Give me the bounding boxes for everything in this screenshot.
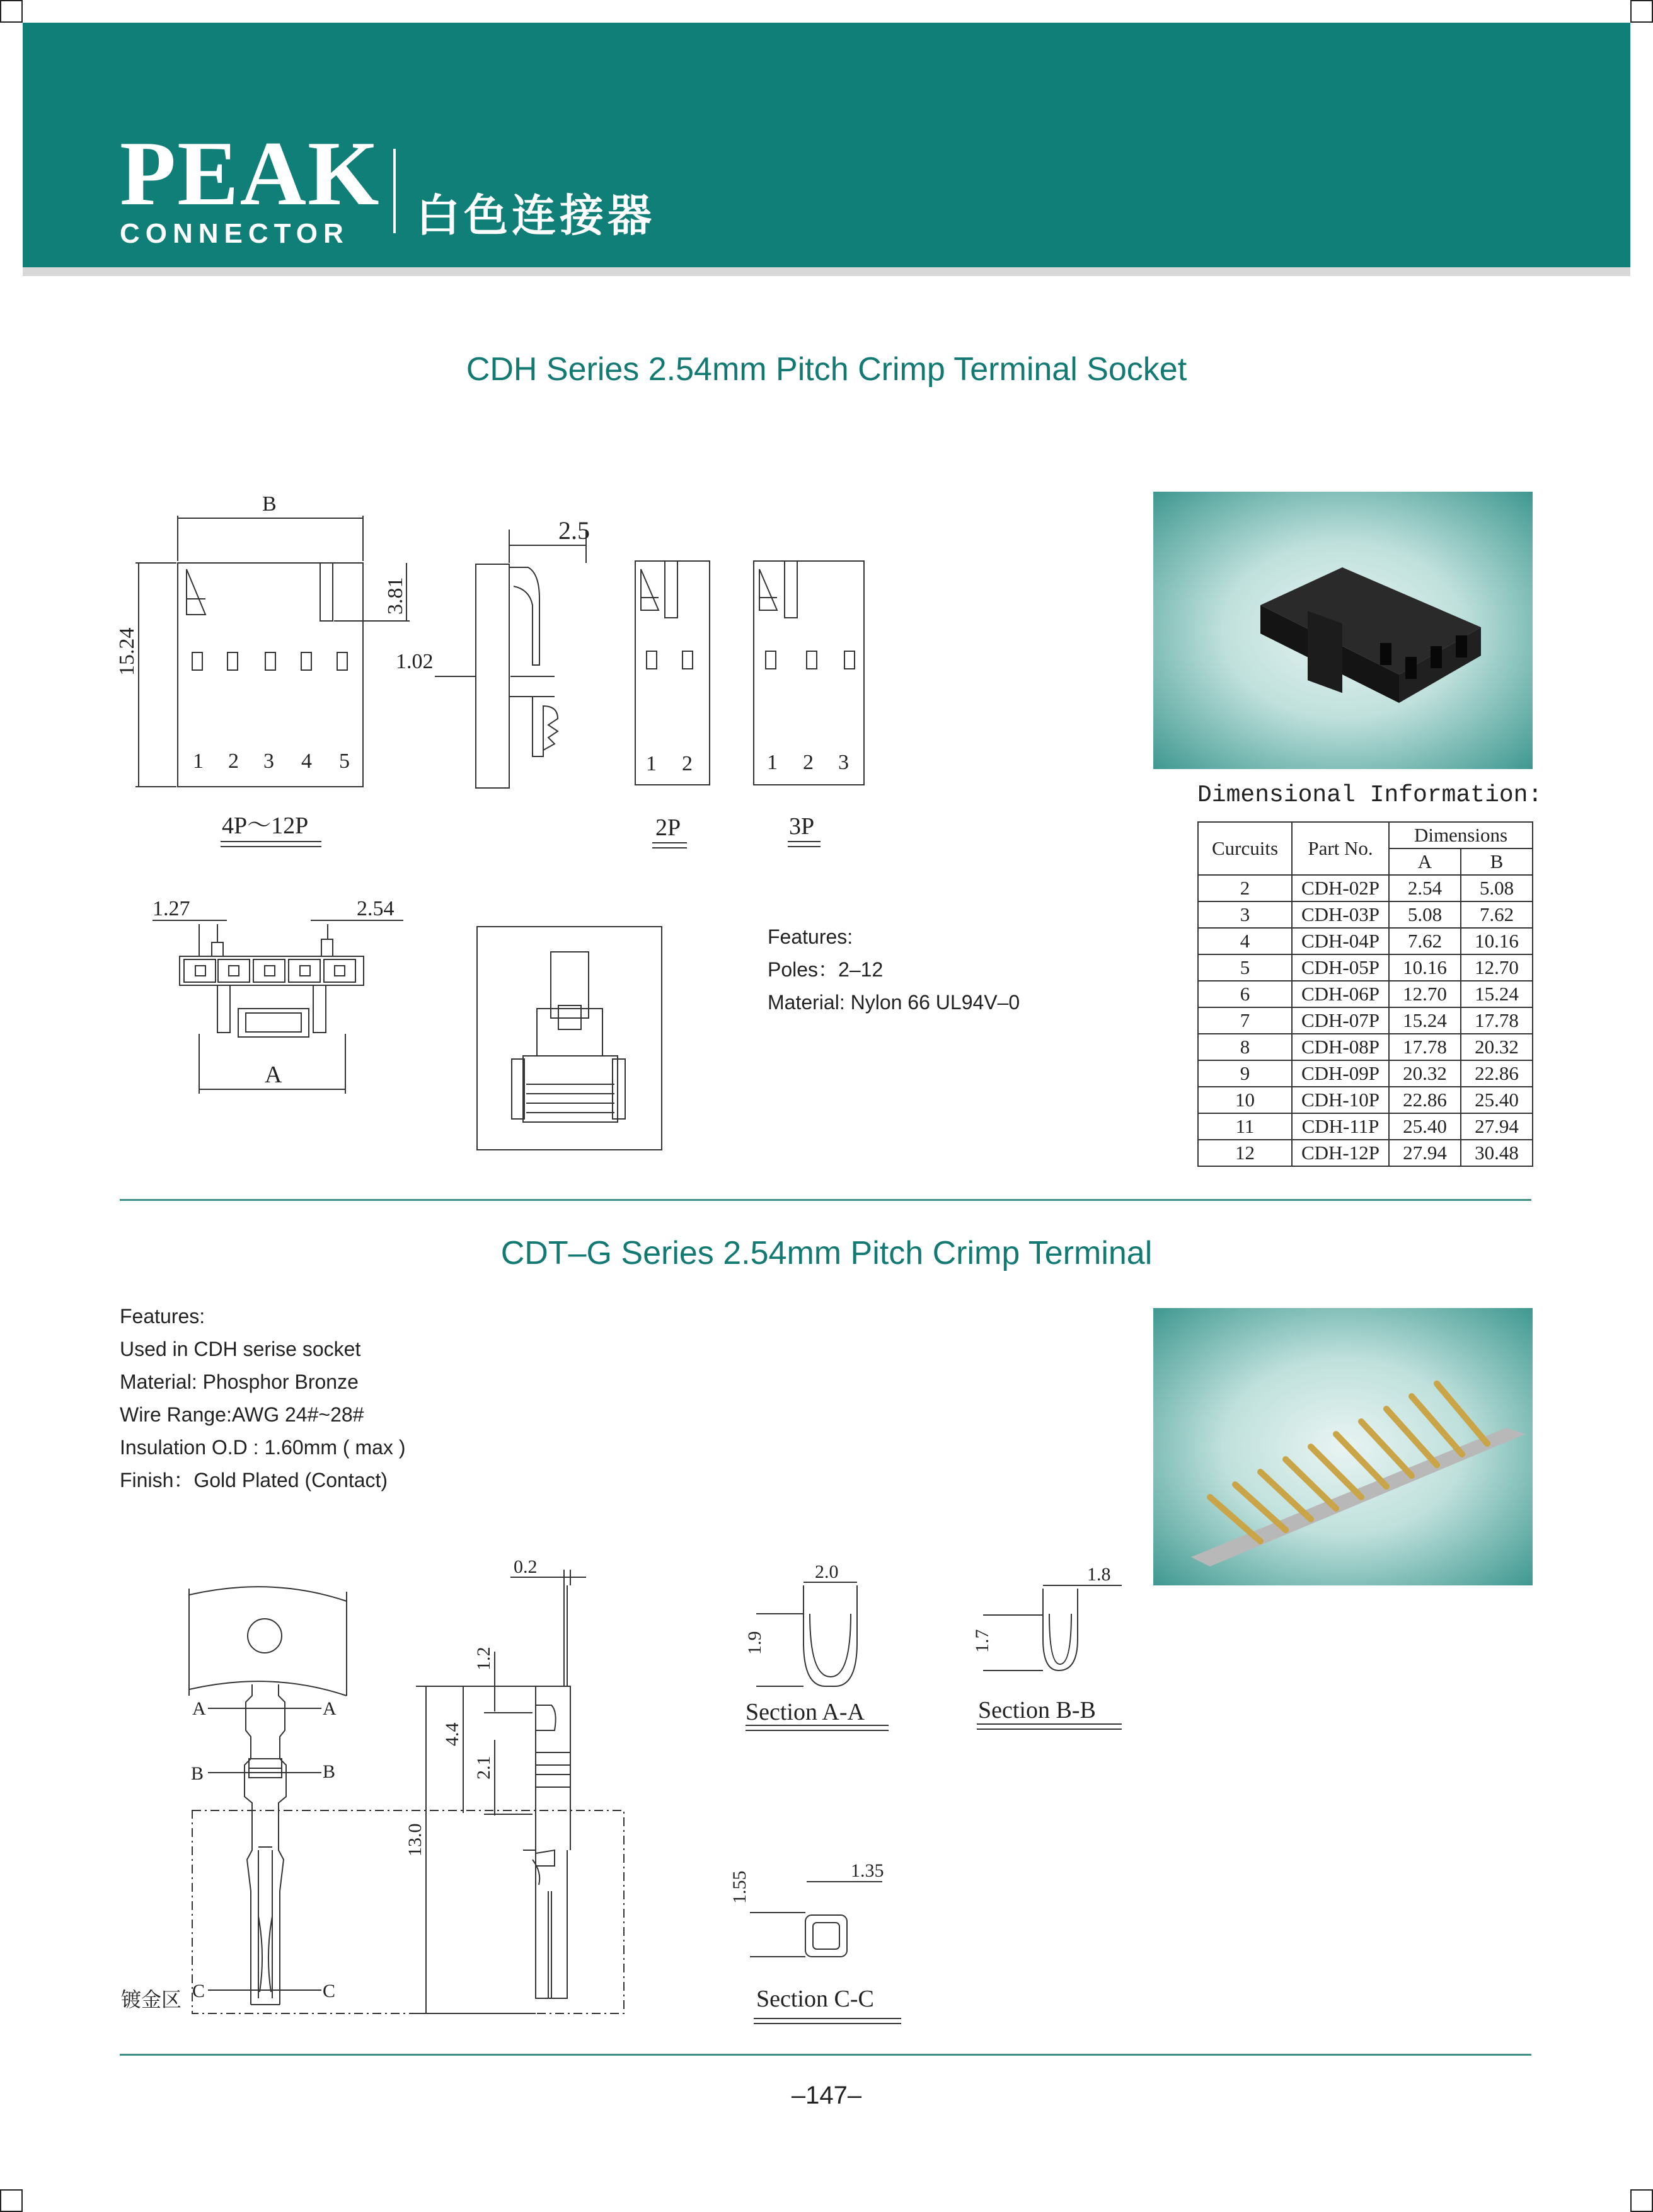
terminal-feature-line: Used in CDH serise socket	[120, 1338, 361, 1360]
table-cell: 12	[1198, 1140, 1292, 1166]
mark-a-right: A	[323, 1698, 337, 1719]
dimensions-table	[1197, 821, 1533, 1167]
dim-3-81: 3.81	[384, 577, 407, 615]
table-cell: 22.86	[1389, 1087, 1461, 1113]
table-cell: CDH-09P	[1292, 1060, 1389, 1087]
pin-label: 4	[301, 750, 312, 773]
dim-0-2: 0.2	[514, 1556, 538, 1577]
terminal-section-title: CDT–G Series 2.54mm Pitch Crimp Terminal	[500, 1235, 1153, 1271]
table-cell: 10.16	[1389, 954, 1461, 981]
table-cell: 12.70	[1461, 954, 1533, 981]
socket-photo-drawing	[1153, 492, 1533, 769]
sec-b-height: 1.7	[972, 1629, 993, 1653]
terminal-features	[120, 1300, 405, 1497]
dim-b: B	[262, 492, 277, 516]
features-poles: Poles：2–12	[768, 958, 884, 981]
dim-15-24: 15.24	[115, 627, 139, 676]
logo-main: PEAK	[120, 122, 381, 224]
pin-label: 1	[767, 751, 778, 774]
table-cell: 5.08	[1389, 901, 1461, 928]
pin-label: 2	[228, 750, 239, 773]
section-divider	[120, 1199, 1531, 1201]
terminal-feature-line: Insulation O.D : 1.60mm ( max )	[120, 1436, 406, 1459]
col-b: B	[1461, 848, 1533, 875]
section-b-label: Section B-B	[978, 1697, 1096, 1723]
terminal-drawings	[0, 1538, 1166, 2030]
table-cell: 22.86	[1461, 1060, 1533, 1087]
table-cell: 3	[1198, 901, 1292, 928]
table-cell: 17.78	[1389, 1034, 1461, 1060]
pin-label: 2	[682, 752, 693, 775]
features-material: Material: Nylon 66 UL94V–0	[768, 991, 1020, 1014]
pin-label: 1	[193, 750, 204, 773]
socket-photo	[1153, 492, 1533, 769]
pin-label: 3	[263, 750, 274, 773]
sec-a-height: 1.9	[744, 1631, 765, 1655]
label-3p: 3P	[789, 813, 815, 840]
table-cell: 25.40	[1461, 1087, 1533, 1113]
dim-1-27: 1.27	[153, 897, 190, 920]
table-cell: 15.24	[1461, 981, 1533, 1007]
table-cell: 4	[1198, 928, 1292, 954]
pin-label: 3	[838, 751, 849, 774]
sec-b-width: 1.8	[1087, 1564, 1111, 1585]
table-cell: 5.08	[1461, 875, 1533, 901]
table-cell: CDH-02P	[1292, 875, 1389, 901]
mark-b-left: B	[191, 1763, 204, 1784]
dim-13-0: 13.0	[405, 1823, 425, 1856]
gold-zone-label: 镀金区	[121, 1988, 182, 2011]
features-heading: Features:	[768, 925, 853, 948]
col-dimensions: Dimensions	[1389, 822, 1533, 848]
table-cell: 6	[1198, 981, 1292, 1007]
section-a-label: Section A-A	[746, 1699, 865, 1725]
dim-2-1: 2.1	[473, 1756, 494, 1780]
label-2p: 2P	[655, 814, 681, 841]
crop-mark-top-right	[1630, 0, 1653, 23]
terminal-feature-line: Material: Phosphor Bronze	[120, 1370, 359, 1393]
table-cell: 9	[1198, 1060, 1292, 1087]
crop-mark-top-left	[0, 0, 23, 23]
col-a: A	[1389, 848, 1461, 875]
col-circuits: Curcuits	[1198, 822, 1292, 875]
table-cell: CDH-06P	[1292, 981, 1389, 1007]
dim-1-02: 1.02	[396, 650, 434, 673]
header-shadow	[23, 267, 1630, 276]
table-cell: 2	[1198, 875, 1292, 901]
pin-label: 5	[339, 750, 350, 773]
table-cell: CDH-12P	[1292, 1140, 1389, 1166]
table-cell: CDH-07P	[1292, 1007, 1389, 1034]
peak-logo	[120, 122, 381, 250]
dim-1-2: 1.2	[473, 1647, 494, 1671]
table-cell: 27.94	[1389, 1140, 1461, 1166]
mark-c-right: C	[323, 1981, 336, 2001]
table-cell: 8	[1198, 1034, 1292, 1060]
socket-section-title: CDH Series 2.54mm Pitch Crimp Terminal Socket	[466, 351, 1187, 388]
dim-a: A	[265, 1062, 282, 1088]
section-c-label: Section C-C	[756, 1986, 874, 2012]
table-row	[1198, 1087, 1533, 1113]
table-cell: CDH-08P	[1292, 1034, 1389, 1060]
terminal-photo	[1153, 1308, 1533, 1585]
col-part-no: Part No.	[1292, 822, 1389, 875]
table-cell: 10	[1198, 1087, 1292, 1113]
table-cell: 7.62	[1461, 901, 1533, 928]
table-cell: CDH-03P	[1292, 901, 1389, 928]
table-cell: CDH-05P	[1292, 954, 1389, 981]
table-cell: CDH-10P	[1292, 1087, 1389, 1113]
sec-a-width: 2.0	[815, 1561, 839, 1582]
table-row	[1198, 954, 1533, 981]
logo-separator	[393, 149, 396, 233]
table-row	[1198, 1034, 1533, 1060]
sec-c-width: 1.35	[851, 1860, 884, 1881]
mark-b-right: B	[323, 1761, 336, 1782]
terminal-feature-line: Wire Range:AWG 24#~28#	[120, 1403, 364, 1426]
table-cell: 12.70	[1389, 981, 1461, 1007]
table-cell: 5	[1198, 954, 1292, 981]
table-row	[1198, 1060, 1533, 1087]
table-cell: 20.32	[1461, 1034, 1533, 1060]
dim-2-5: 2.5	[558, 516, 590, 545]
footer-divider	[120, 2054, 1531, 2056]
label-4p-12p: 4P～12P	[222, 813, 309, 839]
socket-drawings	[0, 466, 1134, 1160]
table-cell: CDH-11P	[1292, 1113, 1389, 1140]
table-cell: 27.94	[1461, 1113, 1533, 1140]
table-row	[1198, 928, 1533, 954]
table-row	[1198, 1140, 1533, 1166]
mark-c-left: C	[192, 1981, 205, 2001]
logo-sub: CONNECTOR	[120, 218, 349, 249]
table-cell: 17.78	[1461, 1007, 1533, 1034]
table-cell: 25.40	[1389, 1113, 1461, 1140]
table-cell: 11	[1198, 1113, 1292, 1140]
socket-features	[768, 920, 1020, 1019]
terminal-feature-line: Features:	[120, 1305, 205, 1328]
table-cell: 10.16	[1461, 928, 1533, 954]
terminal-feature-line: Finish：Gold Plated (Contact)	[120, 1469, 388, 1491]
table-cell: 20.32	[1389, 1060, 1461, 1087]
table-row	[1198, 1007, 1533, 1034]
table-row	[1198, 901, 1533, 928]
table-cell: 7	[1198, 1007, 1292, 1034]
table-row	[1198, 981, 1533, 1007]
table-cell: 7.62	[1389, 928, 1461, 954]
crop-mark-bottom-right	[1630, 2189, 1653, 2212]
table-cell: 15.24	[1389, 1007, 1461, 1034]
sec-c-height: 1.55	[729, 1870, 750, 1904]
dimensional-info-title: Dimensional Information:	[1197, 782, 1543, 809]
dim-2-54: 2.54	[357, 897, 395, 920]
crop-mark-bottom-left	[0, 2189, 23, 2212]
table-row	[1198, 875, 1533, 901]
table-cell: 2.54	[1389, 875, 1461, 901]
pin-label: 2	[803, 751, 814, 774]
pin-label: 1	[646, 752, 657, 775]
header-title-cn: 白色连接器	[416, 191, 655, 240]
page-number: –147–	[791, 2082, 862, 2109]
table-cell: 30.48	[1461, 1140, 1533, 1166]
table-cell: CDH-04P	[1292, 928, 1389, 954]
dim-4-4: 4.4	[442, 1722, 463, 1746]
mark-a-left: A	[192, 1698, 206, 1719]
terminal-photo-drawing	[1153, 1308, 1533, 1585]
table-row	[1198, 1113, 1533, 1140]
